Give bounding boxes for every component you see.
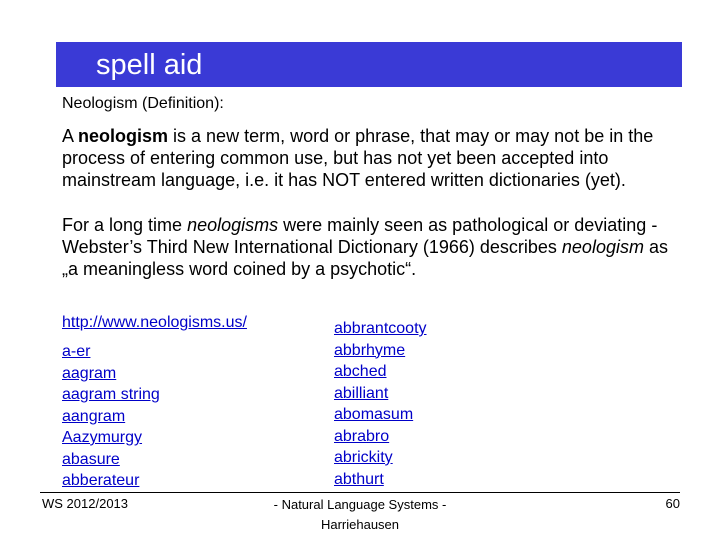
list-item bbox=[334, 361, 427, 383]
para2-term1: neologisms bbox=[187, 215, 279, 235]
list-item bbox=[62, 406, 160, 428]
word-link[interactable]: abilliant bbox=[334, 384, 389, 402]
list-item bbox=[62, 363, 160, 385]
word-link[interactable]: abbrhyme bbox=[334, 341, 406, 359]
para1-rest: is a new term, word or phrase, that may or may not be in the process of entering common use, but has not yet been accepted into mainstream language, i.e. it has NOT entered written dictionaries (yet). bbox=[62, 126, 654, 190]
list-item bbox=[62, 470, 160, 492]
list-item bbox=[62, 449, 160, 471]
slide-title: spell aid bbox=[96, 49, 203, 81]
footer-divider bbox=[40, 492, 680, 493]
word-link[interactable]: aangram bbox=[62, 407, 126, 425]
footer-course: - Natural Language Systems - Harriehausen bbox=[273, 497, 447, 532]
list-item bbox=[334, 404, 427, 426]
word-link[interactable]: abbrantcooty bbox=[334, 320, 427, 337]
para2-part1: For a long time bbox=[62, 215, 188, 235]
para2-term2: neologism bbox=[561, 237, 644, 257]
word-link[interactable]: abrabro bbox=[334, 427, 390, 445]
word-link[interactable]: abthurt bbox=[334, 470, 384, 488]
word-link[interactable]: abched bbox=[334, 363, 387, 380]
list-item bbox=[62, 427, 160, 449]
footer-page-number: 60 bbox=[665, 496, 680, 511]
history-paragraph bbox=[62, 214, 682, 280]
word-link[interactable]: abasure bbox=[62, 450, 120, 468]
word-link[interactable]: aagram string bbox=[62, 386, 160, 403]
neologisms-url-link[interactable]: http://www.neologisms.us/ bbox=[62, 314, 247, 331]
list-item bbox=[334, 318, 427, 340]
footer-semester: WS 2012/2013 bbox=[42, 496, 129, 511]
list-item bbox=[334, 426, 427, 448]
para2-part2: were mainly seen as pathological or deviating - Webster’s Third New International Dictionary (1966) describes bbox=[62, 215, 658, 257]
para1-term: neologism bbox=[78, 126, 169, 146]
word-link[interactable]: aagram bbox=[62, 364, 117, 382]
word-link[interactable]: abrickity bbox=[334, 449, 393, 466]
right-word-list bbox=[334, 318, 427, 490]
list-item bbox=[334, 383, 427, 405]
list-item bbox=[62, 384, 160, 406]
definition-paragraph bbox=[62, 125, 682, 191]
word-link[interactable]: Aazymurgy bbox=[62, 429, 143, 446]
list-item bbox=[334, 469, 427, 491]
para2-part3: as „a meaningless word coined by a psychotic“. bbox=[62, 237, 668, 279]
word-link[interactable]: abomasum bbox=[334, 406, 414, 423]
word-link[interactable]: a-er bbox=[62, 343, 91, 360]
para1-prefix: A bbox=[62, 126, 79, 146]
list-item bbox=[334, 447, 427, 469]
list-item bbox=[62, 341, 160, 363]
list-item bbox=[334, 340, 427, 362]
word-link[interactable]: abberateur bbox=[62, 472, 140, 489]
slide-subtitle: Neologism (Definition): bbox=[62, 95, 224, 112]
left-word-list bbox=[62, 341, 160, 492]
